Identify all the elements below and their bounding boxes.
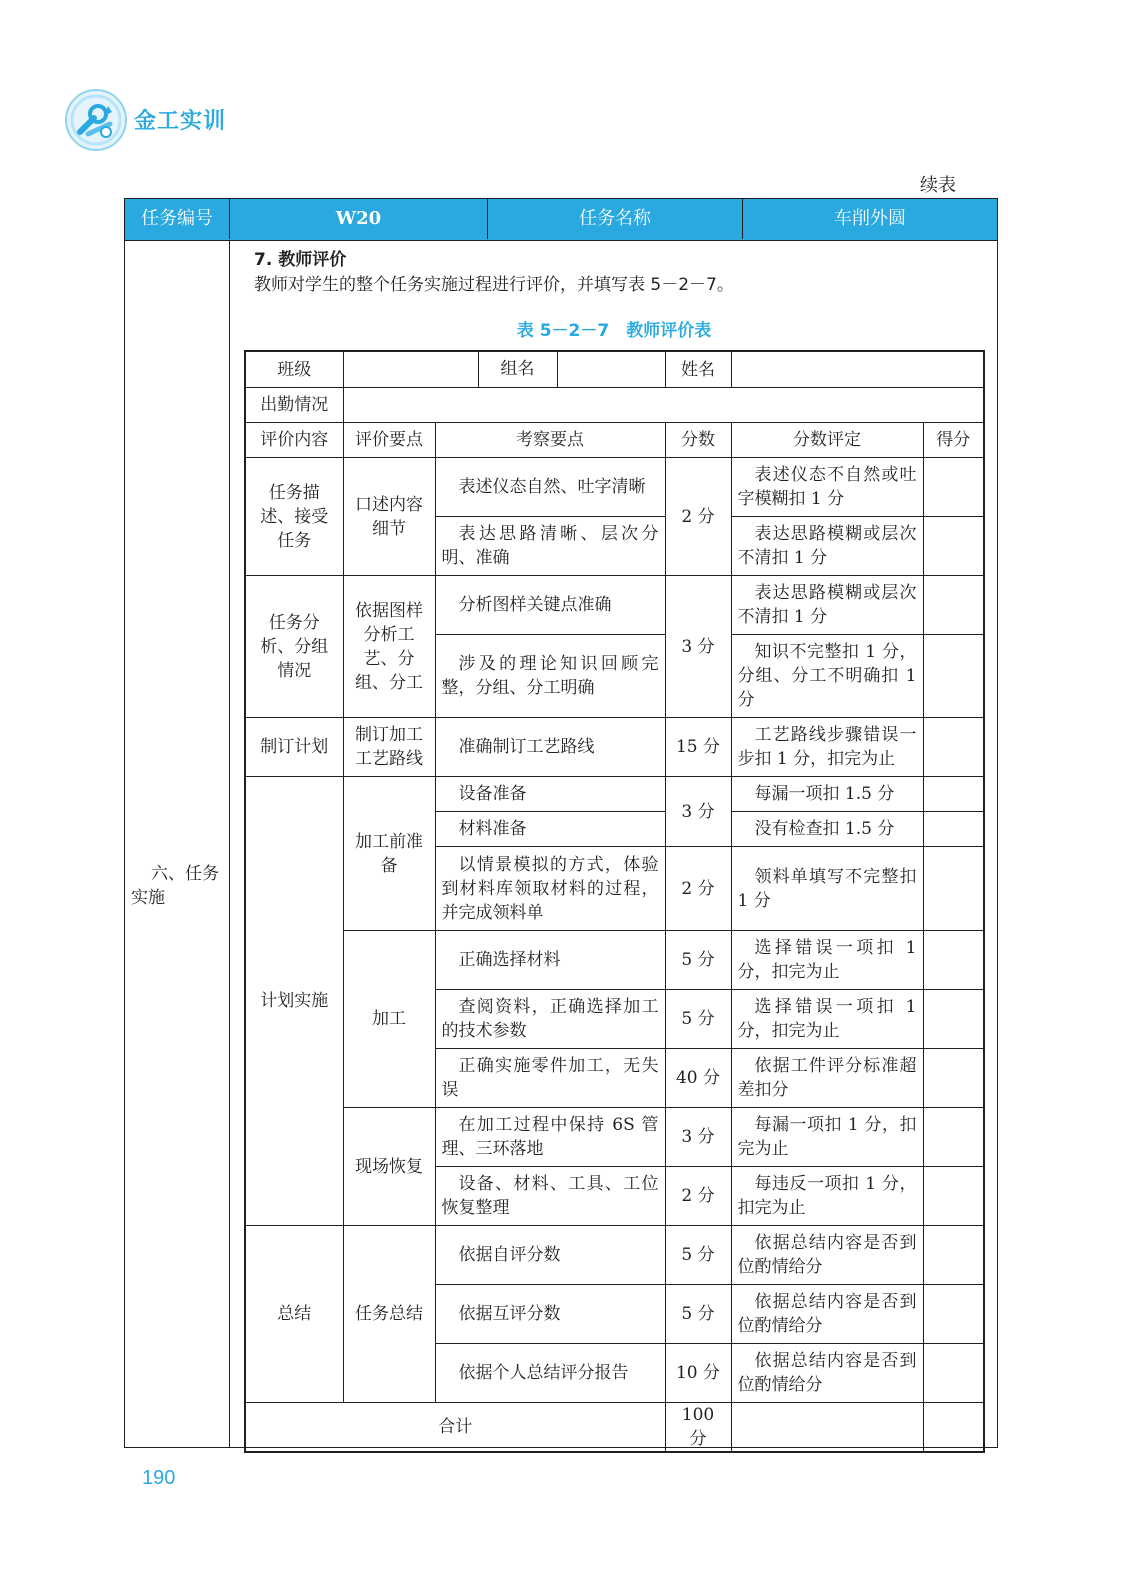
eval-content: 任务分析、分组情况 bbox=[245, 576, 343, 718]
col-header: 评价要点 bbox=[343, 423, 435, 458]
eval-point: 加工前准备 bbox=[343, 777, 435, 931]
score-rule: 选择错误一项扣 1 分，扣完为止 bbox=[731, 931, 923, 990]
check-point: 以情景模拟的方式，体验到材料库领取材料的过程，并完成领料单 bbox=[435, 847, 665, 931]
table-row bbox=[245, 931, 984, 990]
score-field[interactable] bbox=[923, 517, 984, 576]
check-point: 分析图样关键点准确 bbox=[435, 576, 665, 635]
score-rule: 依据总结内容是否到位酌情给分 bbox=[731, 1226, 923, 1285]
step-description: 教师对学生的整个任务实施过程进行评价，并填写表 5－2－7。 bbox=[254, 275, 734, 295]
score-field[interactable] bbox=[923, 847, 984, 931]
attendance-label: 出勤情况 bbox=[245, 388, 343, 423]
table-row bbox=[245, 458, 984, 517]
page-number: 190 bbox=[142, 1467, 176, 1489]
total-label: 合计 bbox=[245, 1403, 665, 1453]
score-rule: 工艺路线步骤错误一步扣 1 分，扣完为止 bbox=[731, 718, 923, 777]
eval-content: 任务描述、接受任务 bbox=[245, 458, 343, 576]
col-header: 分数 bbox=[665, 423, 731, 458]
check-point: 材料准备 bbox=[435, 812, 665, 847]
check-point: 正确选择材料 bbox=[435, 931, 665, 990]
eval-content: 制订计划 bbox=[245, 718, 343, 777]
score: 40 分 bbox=[665, 1049, 731, 1108]
eval-point: 口述内容细节 bbox=[343, 458, 435, 576]
score: 3 分 bbox=[665, 576, 731, 718]
eval-point: 制订加工工艺路线 bbox=[343, 718, 435, 777]
table-row bbox=[245, 718, 984, 777]
score-rule: 选择错误一项扣 1 分，扣完为止 bbox=[731, 990, 923, 1049]
table-row bbox=[245, 576, 984, 635]
stage-column bbox=[125, 241, 230, 1447]
score: 5 分 bbox=[665, 1226, 731, 1285]
check-point: 表述仪态自然、吐字清晰 bbox=[435, 458, 665, 517]
table-row bbox=[245, 388, 984, 423]
score: 3 分 bbox=[665, 1108, 731, 1167]
eval-point: 依据图样分析工艺、分组、分工 bbox=[343, 576, 435, 718]
score-rule: 依据总结内容是否到位酌情给分 bbox=[731, 1344, 923, 1403]
score: 5 分 bbox=[665, 990, 731, 1049]
check-point: 查阅资料，正确选择加工的技术参数 bbox=[435, 990, 665, 1049]
score-field[interactable] bbox=[923, 1285, 984, 1344]
check-point: 依据自评分数 bbox=[435, 1226, 665, 1285]
table-row bbox=[245, 1226, 984, 1285]
check-point: 涉及的理论知识回顾完整，分组、分工明确 bbox=[435, 635, 665, 718]
score-rule: 表达思路模糊或层次不清扣 1 分 bbox=[731, 576, 923, 635]
attendance-field[interactable] bbox=[343, 388, 984, 423]
score-rule: 依据总结内容是否到位酌情给分 bbox=[731, 1285, 923, 1344]
step-title: 7. 教师评价 bbox=[254, 250, 347, 270]
task-number-value: W20 bbox=[230, 199, 488, 239]
teacher-evaluation-table bbox=[244, 350, 985, 1453]
table-title: 表 5－2－7 教师评价表 bbox=[516, 321, 712, 341]
task-name-value: 车削外圆 bbox=[834, 208, 906, 229]
name-label: 姓名 bbox=[665, 351, 731, 388]
score-field[interactable] bbox=[923, 1226, 984, 1285]
column-header-row bbox=[245, 423, 984, 458]
col-header: 得分 bbox=[923, 423, 984, 458]
score-field[interactable] bbox=[923, 931, 984, 990]
score: 5 分 bbox=[665, 1285, 731, 1344]
score-field[interactable] bbox=[923, 458, 984, 517]
score: 2 分 bbox=[665, 1167, 731, 1226]
check-point: 在加工过程中保持 6S 管理、三环落地 bbox=[435, 1108, 665, 1167]
score-rule: 知识不完整扣 1 分，分组、分工不明确扣 1 分 bbox=[731, 635, 923, 718]
score-field[interactable] bbox=[923, 635, 984, 718]
col-header: 考察要点 bbox=[435, 423, 665, 458]
score-field[interactable] bbox=[923, 990, 984, 1049]
score: 2 分 bbox=[665, 458, 731, 576]
task-name-label: 任务名称 bbox=[488, 199, 743, 239]
score-field[interactable] bbox=[923, 777, 984, 812]
score-rule: 每漏一项扣 1 分，扣完为止 bbox=[731, 1108, 923, 1167]
group-field[interactable] bbox=[558, 352, 665, 387]
total-score-field[interactable] bbox=[923, 1403, 984, 1453]
eval-content: 总结 bbox=[245, 1226, 343, 1403]
score-rule: 领料单填写不完整扣 1 分 bbox=[731, 847, 923, 931]
col-header: 分数评定 bbox=[731, 423, 923, 458]
score: 2 分 bbox=[665, 847, 731, 931]
book-title: 金工实训 bbox=[134, 109, 227, 134]
score-field[interactable] bbox=[923, 1344, 984, 1403]
check-point: 设备、材料、工具、工位恢复整理 bbox=[435, 1167, 665, 1226]
task-header-row bbox=[125, 199, 997, 241]
col-header: 评价内容 bbox=[245, 423, 343, 458]
eval-content: 计划实施 bbox=[245, 777, 343, 1226]
check-point: 表达思路清晰、层次分明、准确 bbox=[435, 517, 665, 576]
class-label: 班级 bbox=[245, 351, 343, 388]
score-rule: 每违反一项扣 1 分，扣完为止 bbox=[731, 1167, 923, 1226]
score: 5 分 bbox=[665, 931, 731, 990]
score-field[interactable] bbox=[923, 1108, 984, 1167]
eval-point: 加工 bbox=[343, 931, 435, 1108]
score-rule: 每漏一项扣 1.5 分 bbox=[731, 777, 923, 812]
table-row bbox=[245, 777, 984, 812]
table-row bbox=[245, 1108, 984, 1167]
score: 3 分 bbox=[665, 777, 731, 847]
stage-label: 六、任务实施 bbox=[131, 864, 219, 908]
eval-point: 任务总结 bbox=[343, 1226, 435, 1403]
check-point: 设备准备 bbox=[435, 777, 665, 812]
score-rule: 没有检查扣 1.5 分 bbox=[731, 812, 923, 847]
score-rule: 表达思路模糊或层次不清扣 1 分 bbox=[731, 517, 923, 576]
group-label: 组名 bbox=[479, 352, 558, 387]
score-field[interactable] bbox=[923, 1049, 984, 1108]
check-point: 准确制订工艺路线 bbox=[435, 718, 665, 777]
wrench-gear-icon bbox=[64, 88, 128, 152]
score: 10 分 bbox=[665, 1344, 731, 1403]
score-field[interactable] bbox=[923, 812, 984, 847]
check-point: 依据互评分数 bbox=[435, 1285, 665, 1344]
total-rule-field bbox=[731, 1403, 923, 1453]
score-rule: 依据工件评分标准超差扣分 bbox=[731, 1049, 923, 1108]
name-field[interactable] bbox=[731, 351, 984, 388]
continued-label: 续表 bbox=[920, 175, 956, 196]
score-rule: 表述仪态不自然或吐字模糊扣 1 分 bbox=[731, 458, 923, 517]
eval-point: 现场恢复 bbox=[343, 1108, 435, 1226]
check-point: 正确实施零件加工，无失误 bbox=[435, 1049, 665, 1108]
table-row bbox=[245, 351, 984, 388]
total-score: 100 分 bbox=[665, 1403, 731, 1453]
task-number-label: 任务编号 bbox=[125, 199, 230, 239]
score-field[interactable] bbox=[923, 1167, 984, 1226]
class-field[interactable] bbox=[343, 351, 665, 388]
score-field[interactable] bbox=[923, 718, 984, 777]
total-row bbox=[245, 1403, 984, 1453]
check-point: 依据个人总结评分报告 bbox=[435, 1344, 665, 1403]
score-field[interactable] bbox=[923, 576, 984, 635]
score: 15 分 bbox=[665, 718, 731, 777]
